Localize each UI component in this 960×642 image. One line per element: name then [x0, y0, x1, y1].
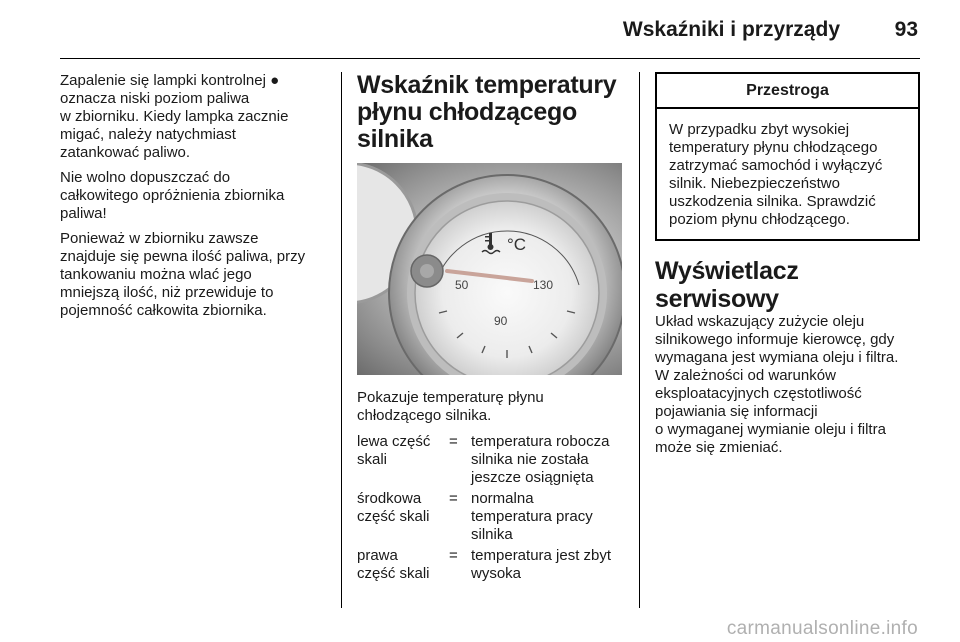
header-divider [60, 58, 920, 59]
definition-row [357, 547, 627, 583]
page-number: 93 [894, 18, 918, 41]
gauge-tick-50: 50 [455, 278, 469, 292]
warning-box [655, 72, 920, 241]
left-column [60, 72, 330, 327]
warning-title: Przestroga [657, 74, 918, 109]
column-divider-right [639, 72, 640, 608]
section-heading-coolant: Wskaźnik temperatury płynu chłodzącego silnika [357, 71, 617, 153]
definition-term: lewa część skali [357, 433, 431, 468]
service-display-section [655, 257, 920, 457]
definition-equals: = [449, 490, 458, 507]
page-header-title: Wskaźniki i przyrządy [622, 18, 840, 41]
gauge-unit-label: °C [507, 235, 527, 254]
definition-list [357, 433, 627, 583]
definition-description: normalna temperatura pracy silnika [471, 490, 593, 543]
definition-equals: = [449, 547, 458, 564]
coolant-gauge-image [357, 163, 622, 375]
gauge-tick-130: 130 [533, 278, 554, 292]
middle-column [357, 72, 627, 586]
definition-row [357, 433, 627, 487]
definition-description: temperatura jest zbyt wysoka [471, 547, 612, 582]
definition-term: prawa część skali [357, 547, 430, 582]
paragraph-fuel-empty: Nie wolno dopuszczać do całkowitego opróżnienia zbiornika paliwa! [60, 169, 285, 222]
definition-row [357, 490, 627, 544]
definition-description: temperatura robocza silnika nie została jeszcze osiągnięta [471, 433, 610, 486]
service-display-text: Układ wskazujący zużycie oleju silnikowego informuje kierowcę, gdy wymagana jest wymiana oleju i filtra. W zależności od warunków eksploatacyjnych częstotliwość pojawiania się informacji o wymaganej wymianie oleju i filtra może się zmieniać. [655, 313, 899, 456]
warning-text: W przypadku zbyt wysokiej temperatury płynu chłodzącego zatrzymać samochód i wyłączyć silnik. Niebezpieczeństwo uszkodzenia silnika. Sprawdzić poziom płynu chłodzącego. [669, 121, 883, 228]
coolant-gauge-illustration [357, 163, 622, 375]
definition-equals: = [449, 433, 458, 450]
section-heading-service-display: Wyświetlacz serwisowy [655, 257, 799, 313]
gauge-tick-90: 90 [494, 314, 508, 328]
paragraph-fuel-capacity: Ponieważ w zbiorniku zawsze znajduje się pewna ilość paliwa, przy tankowaniu można wlać jego mniejszą ilość, niż przewiduje to pojemność całkowita zbiornika. [60, 230, 306, 319]
definition-term: środkowa część skali [357, 490, 430, 525]
gauge-caption: Pokazuje temperaturę płynu chłodzącego silnika. [357, 389, 544, 424]
paragraph-fuel-warning: Zapalenie się lampki kontrolnej ● oznacza niski poziom paliwa w zbiorniku. Kiedy lampka zacznie migać, należy natychmiast zatankować paliwo. [60, 72, 289, 161]
watermark: carmanualsonline.info [726, 618, 918, 639]
column-divider-left [341, 72, 342, 608]
right-column [655, 72, 920, 457]
